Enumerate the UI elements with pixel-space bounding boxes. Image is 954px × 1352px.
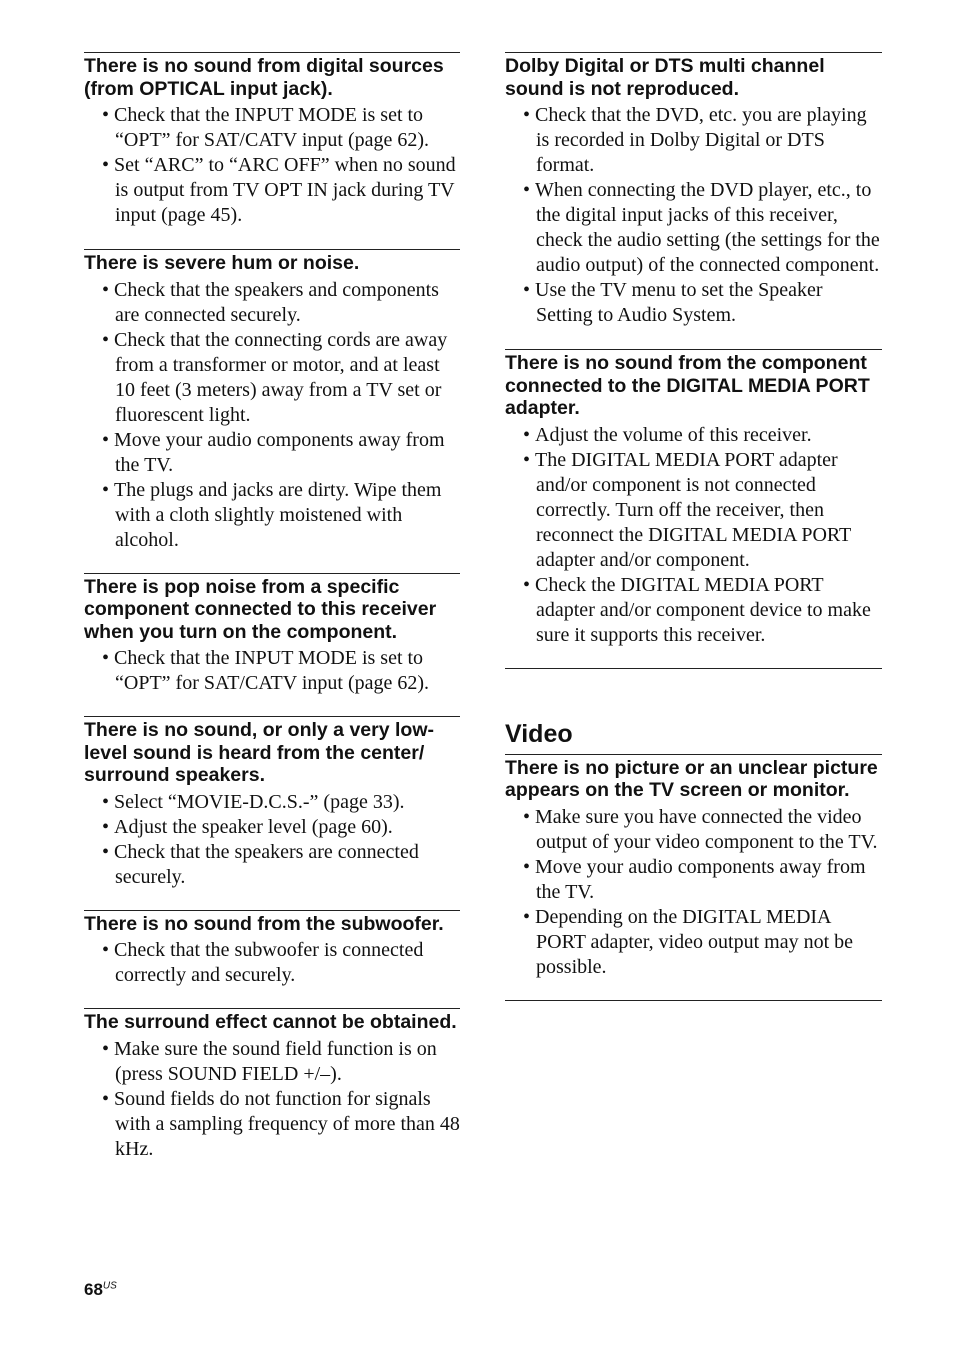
trouble-section <box>505 754 882 980</box>
page-region: US <box>102 1280 117 1292</box>
list-item: • Check that the DVD, etc. you are playing is recorded in Dolby Digital or DTS format. <box>505 103 882 178</box>
list-item: • Check that the INPUT MODE is set to “OPT” for SAT/CATV input (page 62). <box>84 646 460 696</box>
list-item: • Sound fields do not function for signals with a sampling frequency of more than 48 kHz. <box>84 1087 460 1162</box>
list-item: • Move your audio components away from the TV. <box>505 855 882 905</box>
left-column <box>84 52 460 1162</box>
list-item: • Check that the speakers and components are connected securely. <box>84 278 460 328</box>
list-item: • Move your audio components away from the TV. <box>84 428 460 478</box>
section-heading: There is no picture or an unclear picture appears on the TV screen or monitor. <box>505 756 878 801</box>
section-heading: There is pop noise from a specific component connected to this receiver when you turn on the component. <box>84 575 437 643</box>
list-item: • Use the TV menu to set the Speaker Setting to Audio System. <box>505 278 882 328</box>
list-item: • Adjust the volume of this receiver. <box>505 423 882 448</box>
bullet-list <box>84 278 460 553</box>
list-item: • Depending on the DIGITAL MEDIA PORT adapter, video output may not be possible. <box>505 905 882 980</box>
section-heading: The surround effect cannot be obtained. <box>84 1011 457 1033</box>
trouble-section <box>84 910 460 989</box>
trouble-section <box>84 52 460 228</box>
bullet-list <box>84 790 460 890</box>
list-item: • Set “ARC” to “ARC OFF” when no sound is output from TV OPT IN jack during TV input (page 45). <box>84 153 460 228</box>
bullet-list <box>505 805 882 980</box>
list-item: • Check the DIGITAL MEDIA PORT adapter and/or component device to make sure it supports this receiver. <box>505 573 882 648</box>
list-item: • Check that the subwoofer is connected correctly and securely. <box>84 938 460 988</box>
list-item: • The plugs and jacks are dirty. Wipe them with a cloth slightly moistened with alcohol. <box>84 478 460 553</box>
trouble-section <box>84 249 460 553</box>
list-item: • Adjust the speaker level (page 60). <box>84 815 460 840</box>
bullet-list <box>84 103 460 228</box>
video-block <box>505 668 882 1001</box>
trouble-section <box>505 52 882 328</box>
section-heading: There is no sound from the component connected to the DIGITAL MEDIA PORT adapter. <box>505 352 870 419</box>
list-item: • When connecting the DVD player, etc., to the digital input jacks of this receiver, check the audio setting (the settings for the audio output) of the connected component. <box>505 178 882 278</box>
trouble-section <box>84 716 460 890</box>
section-heading: There is severe hum or noise. <box>84 252 360 274</box>
list-item: • Make sure you have connected the video output of your video component to the TV. <box>505 805 882 855</box>
right-column <box>505 52 882 1001</box>
page-number <box>84 1280 117 1300</box>
list-item: • The DIGITAL MEDIA PORT adapter and/or component is not connected correctly. Turn off the receiver, then reconnect the DIGITAL MEDIA PORT adapter and/or component. <box>505 448 882 573</box>
section-heading: There is no sound from the subwoofer. <box>84 912 444 935</box>
trouble-section <box>505 349 882 648</box>
bullet-list <box>84 646 460 696</box>
trouble-section <box>84 1008 460 1162</box>
section-heading: There is no sound from digital sources (from OPTICAL input jack). <box>84 55 444 100</box>
bullet-list <box>84 938 460 988</box>
end-rule <box>505 1000 882 1001</box>
list-item: • Check that the speakers are connected securely. <box>84 840 460 890</box>
list-item: • Check that the connecting cords are away from a transformer or motor, and at least 10 feet (3 meters) away from a TV set or fluorescent light. <box>84 328 460 428</box>
section-heading: Dolby Digital or DTS multi channel sound is not reproduced. <box>505 55 825 100</box>
video-title: Video <box>505 719 573 748</box>
bullet-list <box>84 1037 460 1162</box>
trouble-section <box>84 573 460 697</box>
bullet-list <box>505 423 882 648</box>
list-item: • Make sure the sound field function is on (press SOUND FIELD +/–). <box>84 1037 460 1087</box>
section-heading: There is no sound, or only a very low-level sound is heard from the center/ surround speakers. <box>84 719 434 786</box>
bullet-list <box>505 103 882 328</box>
list-item: • Select “MOVIE-D.C.S.-” (page 33). <box>84 790 460 815</box>
page-number-value: 68 <box>84 1280 103 1299</box>
list-item: • Check that the INPUT MODE is set to “OPT” for SAT/CATV input (page 62). <box>84 103 460 153</box>
